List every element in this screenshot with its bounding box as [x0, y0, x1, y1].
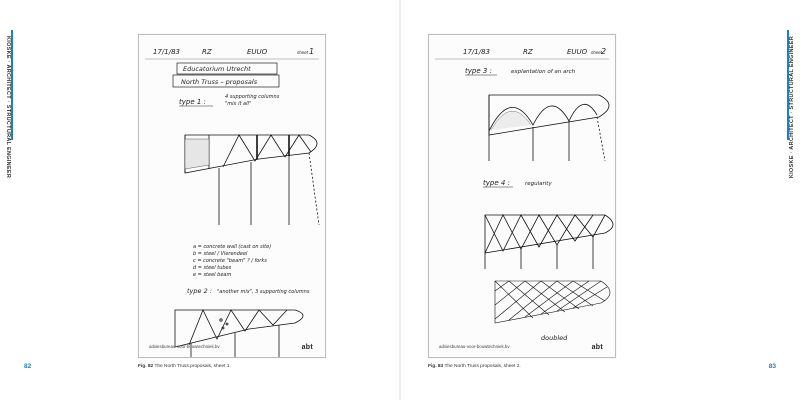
- legend-b: b = steel / Vierendeel: [193, 251, 248, 257]
- type-3-arch-sketch: [489, 95, 609, 161]
- sheet-1-footer-logo: abt: [301, 344, 313, 351]
- type-1-note-2: "mix it all": [225, 101, 252, 107]
- type-1-note-1: 4 supporting columns: [225, 94, 280, 100]
- sheet-1-project: EUUO: [247, 48, 268, 56]
- caption-fig-82: [138, 364, 231, 369]
- sheet-2-footer-url: adviesbureau-voor-bouwtechniek.bv: [439, 344, 510, 349]
- type-1-label: type 1 :: [179, 98, 206, 106]
- page-number-right: 83: [768, 363, 776, 370]
- book-gutter: [399, 0, 401, 400]
- type-2-note: "another mix", 3 supporting columns: [217, 289, 310, 295]
- doubled-label: doubled: [541, 334, 568, 342]
- legend-e: e = steel beam: [193, 272, 232, 278]
- type-2-truss-sketch: [175, 310, 303, 357]
- sheet-2-initials: RZ: [523, 48, 533, 56]
- caption-fig-82-number: Fig. 82: [138, 364, 154, 369]
- sketch-sheet-1: [138, 34, 326, 358]
- legend-c: c = concrete "beam" ? / forks: [193, 258, 267, 264]
- type-2-label: type 2 :: [187, 287, 212, 295]
- sheet-2-sheet-number: 2: [601, 47, 607, 56]
- sheet-1-title-1: Educatorium Utrecht: [183, 65, 251, 73]
- sheet-1-initials: RZ: [202, 48, 212, 56]
- sheet-1-title-2: North Truss – proposals: [181, 78, 258, 86]
- sheet-1-drawing: [139, 35, 325, 357]
- doubled-lattice-sketch: [495, 281, 610, 323]
- sheet-1-footer-url: adviesbureau-voor-bouwtechniek.bv: [149, 344, 220, 349]
- caption-fig-83-text: The North Truss proposals, sheet 2.: [444, 364, 521, 369]
- sheet-2-drawing: [429, 35, 615, 357]
- right-side-text: KIOSKE · ARCHITECT · STRUCTURAL ENGINEER: [789, 36, 795, 179]
- sheet-2-date: 17/1/83: [463, 48, 490, 56]
- caption-fig-83: [428, 364, 521, 369]
- sheet-2-project: EUUO: [567, 48, 588, 56]
- legend-d: d = steel tubes: [193, 265, 232, 271]
- caption-fig-82-text: The North Truss proposals, sheet 1.: [154, 364, 231, 369]
- type-4-note: regularity: [525, 181, 552, 187]
- left-side-tab: [0, 0, 14, 400]
- sheet-2-footer-logo: abt: [591, 344, 603, 351]
- left-side-text: KIOSKE · ARCHITECT · STRUCTURAL ENGINEER: [5, 36, 11, 179]
- sheet-1-sheet-label: sheet: [297, 50, 309, 55]
- type-3-note: explantation of an arch: [511, 69, 576, 75]
- right-side-tab: [786, 0, 800, 400]
- caption-fig-83-number: Fig. 83: [428, 364, 444, 369]
- left-accent-bar: [11, 30, 13, 140]
- sketch-sheet-2: [428, 34, 616, 358]
- type-3-label: type 3 :: [465, 67, 492, 75]
- legend-a: a = concrete wall (cast on site): [193, 244, 272, 250]
- type-4-truss-sketch: [485, 215, 613, 269]
- sheet-1-date: 17/1/83: [153, 48, 180, 56]
- type-4-label: type 4 :: [483, 179, 510, 187]
- sheet-2-sheet-label: sheet: [591, 50, 603, 55]
- type-1-truss-sketch: [185, 135, 319, 225]
- page-number-left: 82: [24, 363, 32, 370]
- sheet-1-sheet-number: 1: [309, 47, 315, 56]
